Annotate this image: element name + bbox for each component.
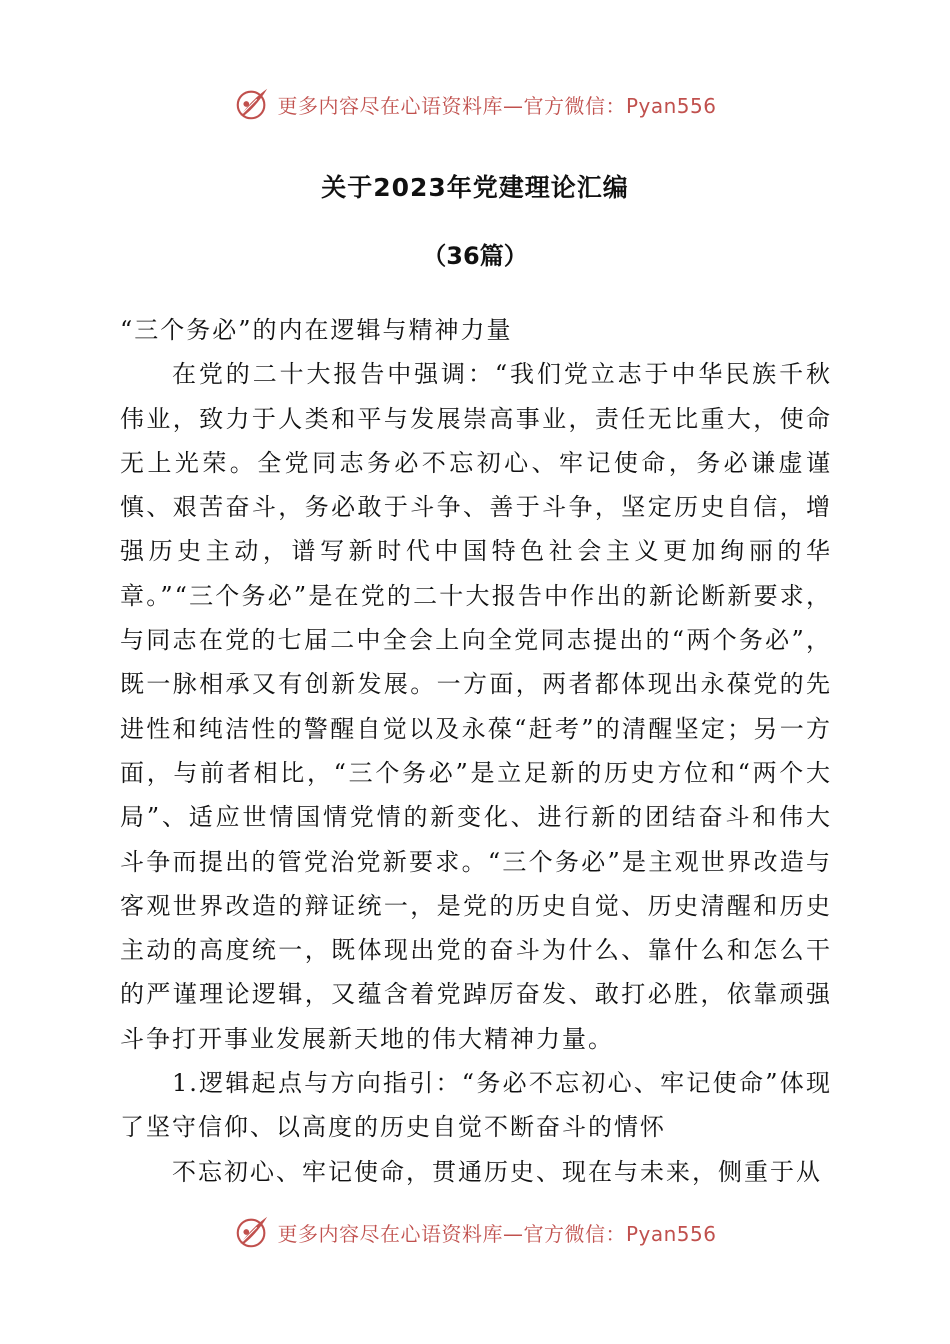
watermark-text: 更多内容尽在心语资料库—官方微信：Pyan556: [277, 1221, 717, 1246]
document-subtitle: （36篇）: [422, 242, 528, 270]
quill-pen-logo-icon: [233, 85, 271, 123]
subsection-heading: 1.逻辑起点与方向指引：“务必不忘初心、牢记使命”体现了坚守信仰、以高度的历史自觉不断奋斗的情怀: [120, 1069, 832, 1142]
quill-pen-logo-icon: [233, 1213, 271, 1251]
document-body: [120, 308, 832, 1194]
watermark-text: 更多内容尽在心语资料库—官方微信：Pyan556: [277, 93, 717, 118]
body-paragraph: 不忘初心、牢记使命，贯通历史、现在与未来，侧重于从: [172, 1157, 822, 1186]
section-heading: “三个务必”的内在逻辑与精神力量: [120, 316, 513, 344]
body-paragraph: 在党的二十大报告中强调：“我们党立志于中华民族千秋伟业，致力于人类和平与发展崇高事业，责任无比重大，使命无上光荣。全党同志务必不忘初心、牢记使命，务必谦虚谨慎、艰苦奋斗，务必敢于斗争、善于斗争，坚定历史自信，增强历史主动，谱写新时代中国特色社会主义更加绚丽的华章。”“三个务必”是在党的二十大报告中作出的新论断新要求，与同志在党的七届二中全会上向全党同志提出的“两个务必”，既一脉相承又有创新发展。一方面，两者都体现出永葆党的先进性和纯洁性的警醒自觉以及永葆“赶考”的清醒坚定；另一方面，与前者相比，“三个务必”是立足新的历史方位和“两个大局”、适应世情国情党情的新变化、进行新的团结奋斗和伟大斗争而提出的管党治党新要求。“三个务必”是主观世界改造与客观世界改造的辩证统一，是党的历史自觉、历史清醒和历史主动的高度统一，既体现出党的奋斗为什么、靠什么和怎么干的严谨理论逻辑，又蕴含着党踔厉奋发、敢打必胜，依靠顽强斗争打开事业发展新天地的伟大精神力量。: [120, 360, 832, 1053]
watermark-footer: [0, 1212, 950, 1252]
document-title: 关于2023年党建理论汇编: [321, 173, 629, 202]
watermark-header: [0, 84, 950, 124]
